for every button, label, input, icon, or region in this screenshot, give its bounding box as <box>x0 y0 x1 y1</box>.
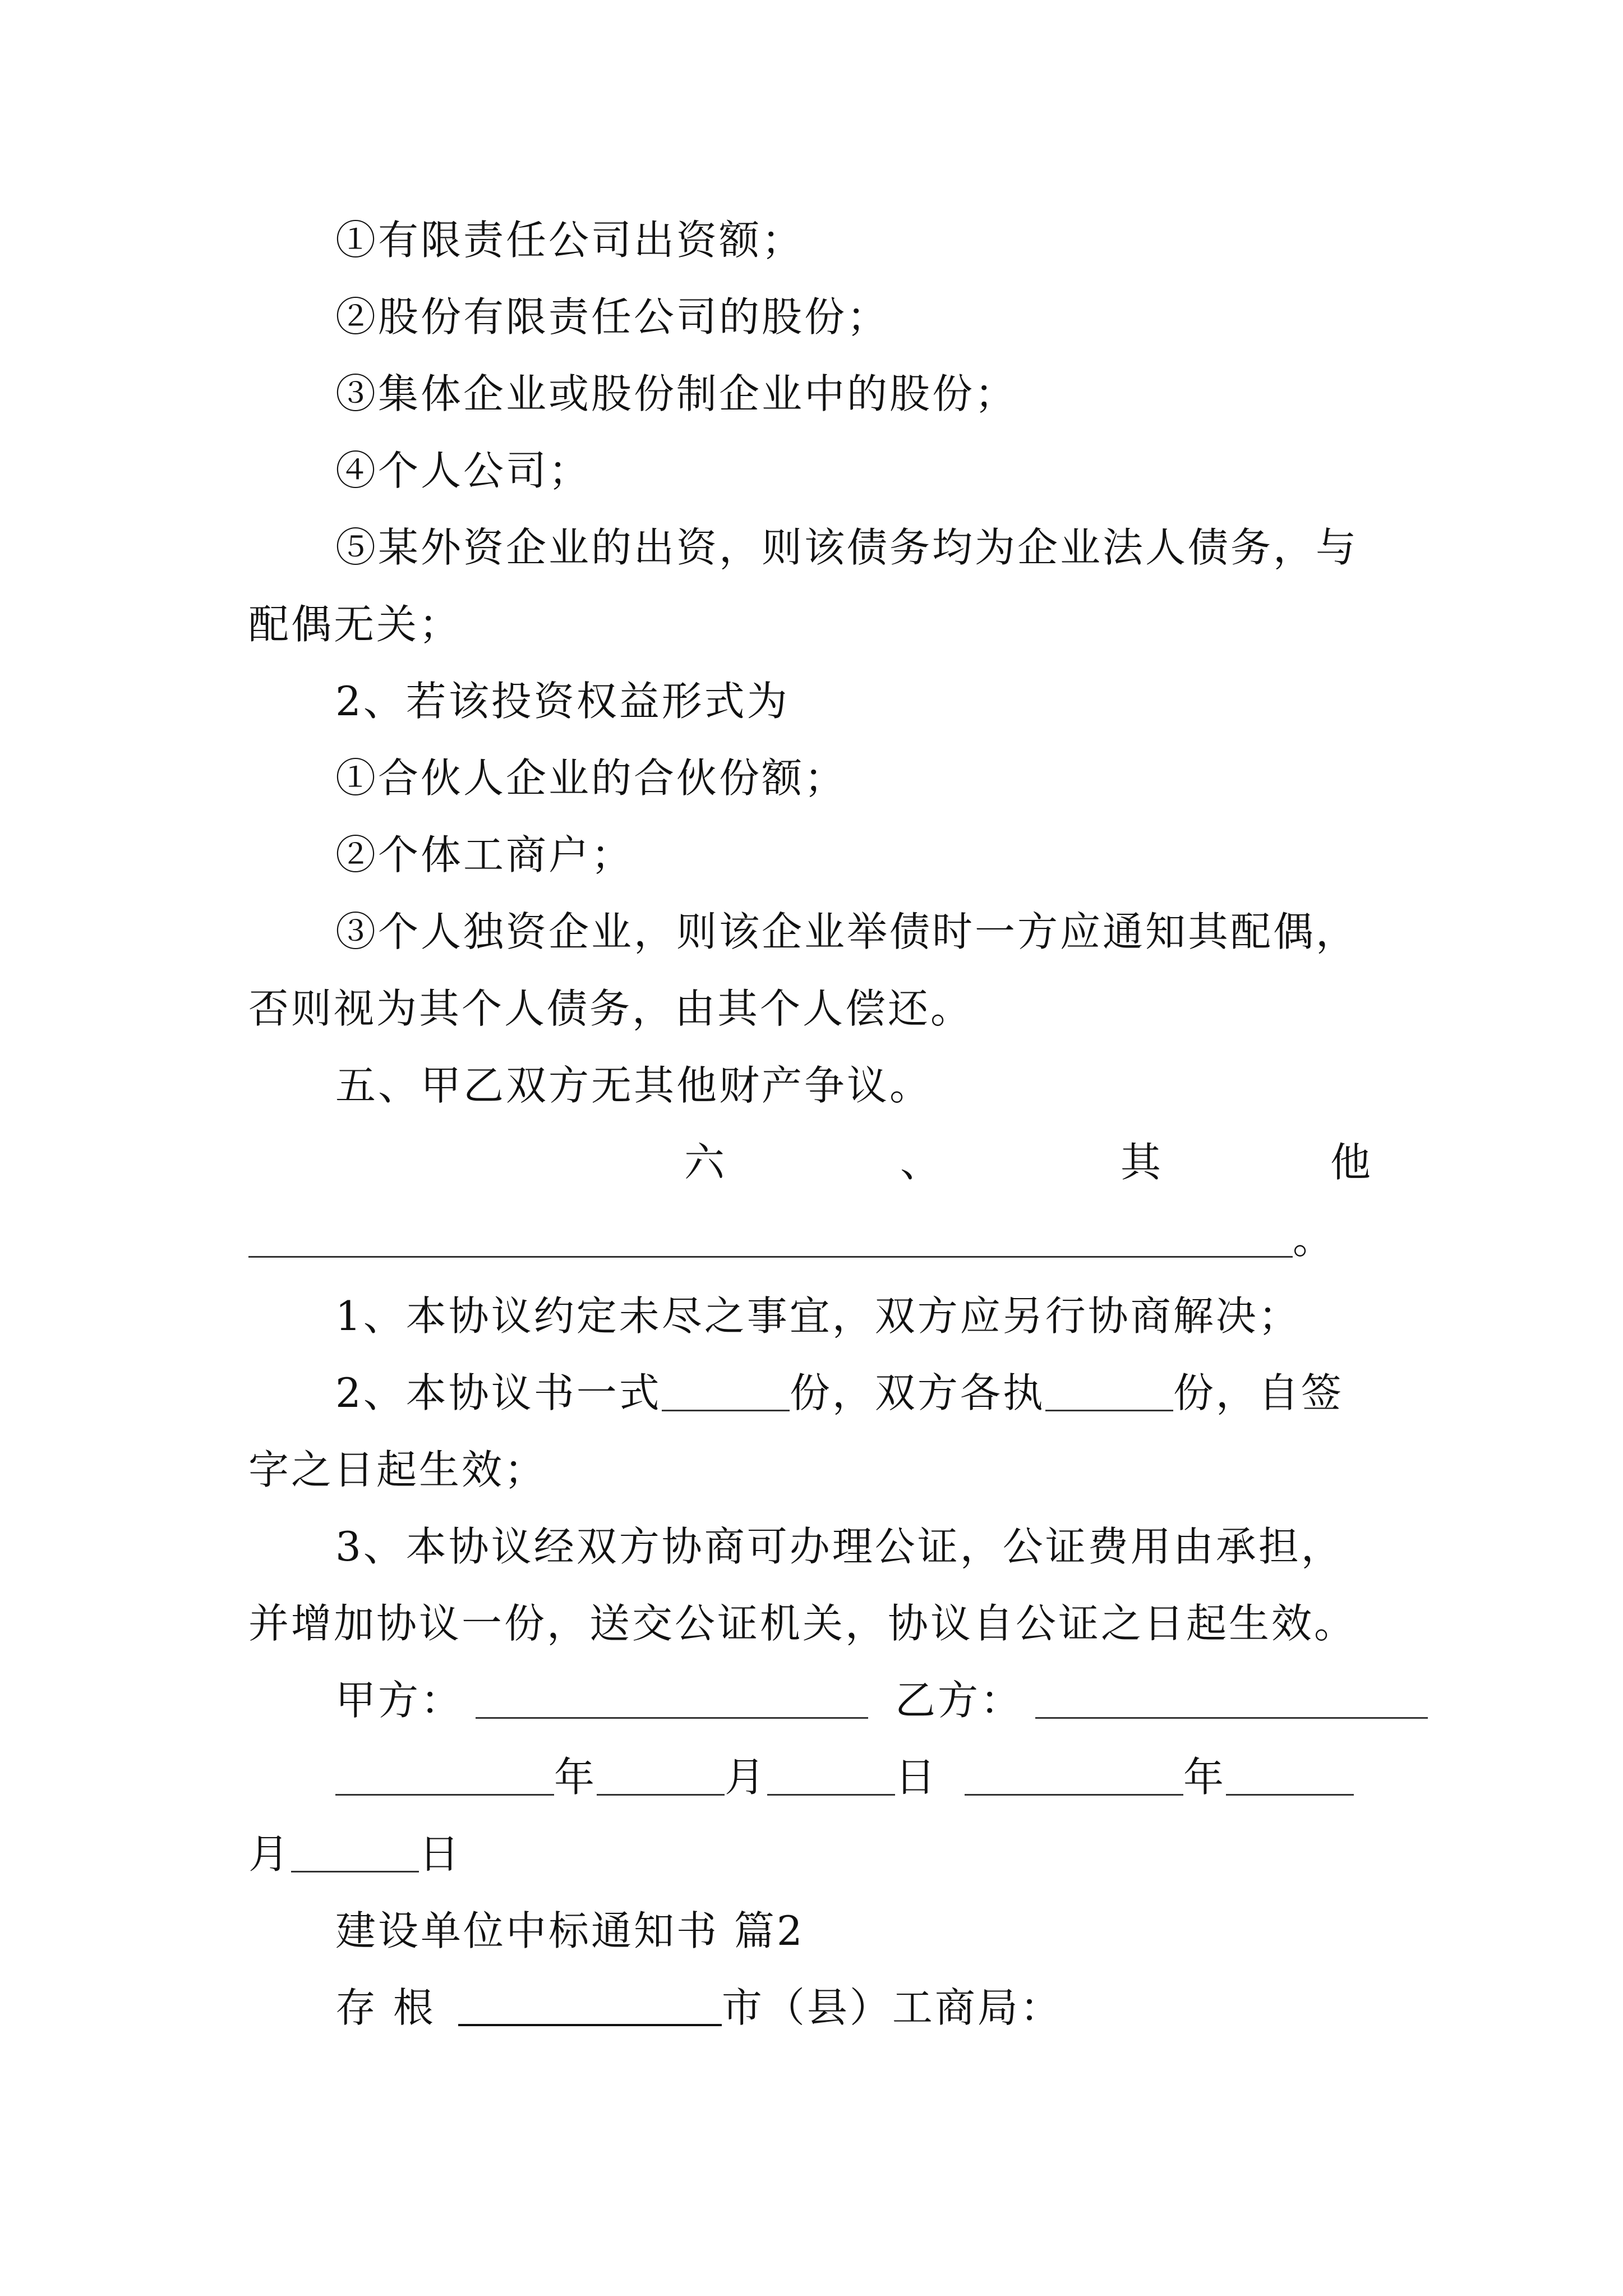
clause-notarization-line1: 3、本协议经双方协商可办理公证，公证费用由承担， <box>335 1523 1344 1570</box>
year-label-b: 年 <box>1183 1754 1227 1801</box>
party-b-day-blank[interactable] <box>291 1832 419 1872</box>
item-foreign-enterprise-line1: ⑤某外资企业的出资，则该债务均为企业法人债务，与 <box>335 524 1359 571</box>
copies-text-2: 份，双方各执 <box>789 1369 1045 1416</box>
party-b-year-blank[interactable] <box>965 1755 1183 1796</box>
other-period: 。 <box>1293 1216 1336 1263</box>
date-line-2 <box>248 1827 462 1881</box>
item-foreign-enterprise-line2: 配偶无关； <box>248 601 462 648</box>
clause-no-other-dispute: 五、甲乙双方无其他财产争议。 <box>335 1062 933 1109</box>
party-b-month-blank-start[interactable] <box>1226 1755 1354 1796</box>
party-a-signature-blank[interactable] <box>476 1678 868 1719</box>
heading-other-char-4: 他 <box>1330 1139 1371 1186</box>
item-individual-business: ②个体工商户； <box>335 831 634 878</box>
party-a-month-blank[interactable] <box>597 1755 725 1796</box>
item-collective-enterprise-shares: ③集体企业或股份制企业中的股份； <box>335 370 1018 417</box>
party-a-year-blank[interactable] <box>335 1755 554 1796</box>
stub-line <box>335 1981 1063 2035</box>
date-line-1 <box>335 1750 1354 1804</box>
day-label-b: 日 <box>419 1830 462 1878</box>
copies-each-blank[interactable] <box>1045 1370 1173 1411</box>
item-joint-stock-shares: ②股份有限责任公司的股份； <box>335 293 890 341</box>
month-label-b: 月 <box>248 1830 292 1878</box>
day-label-a: 日 <box>895 1754 938 1801</box>
item-limited-liability-contribution: ①有限责任公司出资额； <box>335 217 805 264</box>
stub-label: 存 根 <box>335 1984 436 2031</box>
item-partnership-share: ①合伙人企业的合伙份额； <box>335 754 847 802</box>
month-label-a: 月 <box>725 1754 768 1801</box>
item-personal-company: ④个人公司； <box>335 447 592 494</box>
item-sole-proprietorship-line1: ③个人独资企业，则该企业举债时一方应通知其配偶， <box>335 908 1359 955</box>
section-heading-notice: 建设单位中标通知书 篇2 <box>335 1907 805 1954</box>
party-a-label: 甲方： <box>335 1677 464 1724</box>
copies-text-1: 2、本协议书一式 <box>335 1369 662 1416</box>
clause-copies-line2: 字之日起生效； <box>248 1446 547 1493</box>
signature-line <box>335 1673 1428 1727</box>
heading-other-char-2: 、 <box>900 1139 941 1186</box>
heading-other-char-3: 其 <box>1121 1139 1161 1186</box>
party-b-signature-blank[interactable] <box>1035 1678 1428 1719</box>
year-label-a: 年 <box>554 1754 597 1801</box>
heading-other-char-1: 六 <box>684 1139 725 1186</box>
city-county-blank[interactable] <box>458 1986 722 2026</box>
clause-copies-line1 <box>335 1366 1344 1420</box>
clause-notarization-line2: 并增加协议一份，送交公证机关，协议自公证之日起生效。 <box>248 1600 1357 1647</box>
copies-total-blank[interactable] <box>662 1370 790 1411</box>
party-b-label: 乙方： <box>895 1677 1023 1724</box>
other-blank[interactable] <box>248 1217 1293 1258</box>
clause-unresolved-matters: 1、本协议约定未尽之事宜，双方应另行协商解决； <box>335 1292 1301 1340</box>
other-blank-line <box>248 1212 1335 1266</box>
stub-suffix: 市（县）工商局： <box>721 1984 1063 2031</box>
party-a-day-blank[interactable] <box>767 1755 895 1796</box>
copies-text-3: 份，自签 <box>1173 1369 1344 1416</box>
item-sole-proprietorship-line2: 否则视为其个人债务，由其个人偿还。 <box>248 985 974 1032</box>
clause-investment-form: 2、若该投资权益形式为 <box>335 678 790 725</box>
